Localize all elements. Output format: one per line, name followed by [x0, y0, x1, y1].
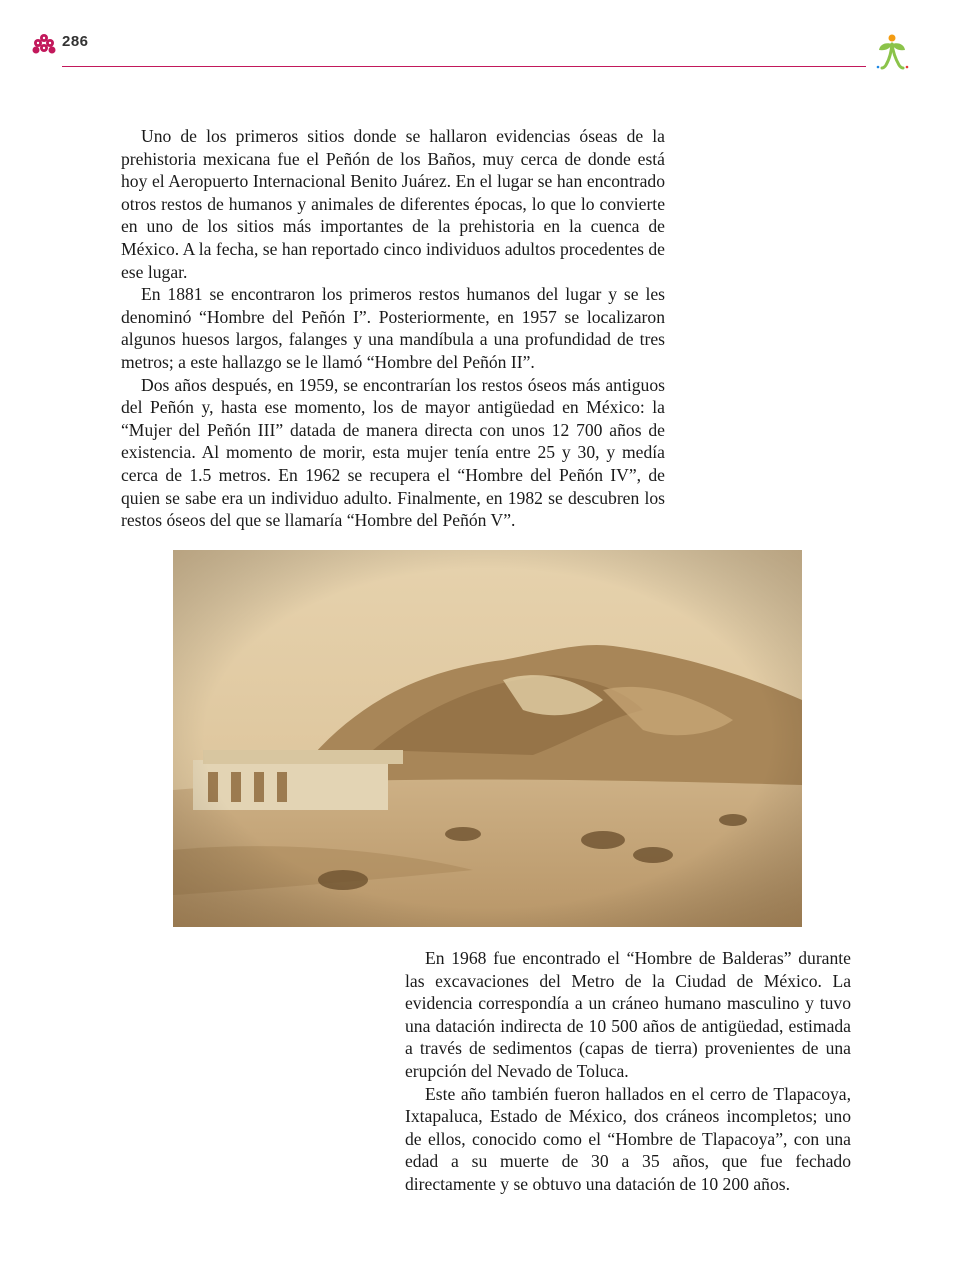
historical-photo-penon-de-los-banos — [173, 550, 802, 927]
body-text-bottom — [405, 947, 851, 1196]
paragraph: Uno de los primeros sitios donde se hallaron evidencias óseas de la prehistoria mexicana fue el Peñón de los Baños, muy cerca de donde está hoy el Aeropuerto Internacional Benito Juárez. En el lugar se han encontrado otros restos de humanos y animales de diferentes épocas, lo que lo convierte en uno de los sitios más importantes de la prehistoria en la cuenca de México. A la fecha, se han reportado cinco individuos adultos procedentes de ese lugar. — [121, 126, 665, 282]
body-text-top — [121, 125, 665, 532]
header-divider — [62, 66, 866, 67]
flower-ornament-icon — [32, 33, 56, 55]
paragraph: Dos años después, en 1959, se encontrarían los restos óseos más antiguos del Peñón y, hasta ese momento, los de mayor antigüedad en México: la “Mujer del Peñón III” datada de manera directa con unos 12 700 años de existencia. Al momento de morir, esta mujer tenía entre 25 y 30, y medía cerca de 1.5 metros. En 1962 se recupera el “Hombre del Peñón IV”, de quien se sabe era un individuo adulto. Finalmente, en 1982 se descubren los restos óseos del que se llamaría “Hombre del Peñón V”. — [121, 374, 665, 531]
page-number: 286 — [62, 33, 89, 50]
paragraph: En 1881 se encontraron los primeros restos humanos del lugar y se les denominó “Hombre del Peñón I”. Posteriormente, en 1957 se localizaron algunos huesos largos, falanges y una mandíbula a una profundidad de tres metros; a este hallazgo se le llamó “Hombre del Peñón II”. — [121, 284, 665, 372]
sprout-logo-icon — [872, 32, 912, 72]
paragraph: En 1968 fue encontrado el “Hombre de Balderas” durante las excavaciones del Metro de la Ciudad de México. La evidencia correspondía a un cráneo humano masculino y tuvo una datación indirecta de 10 500 años de antigüedad, estimada a través de sedimentos (capas de tierra) provenientes de una erupción del Nevado de Toluca. — [405, 948, 851, 1081]
paragraph: Este año también fueron hallados en el cerro de Tlapacoya, Ixtapaluca, Estado de México, dos cráneos incompletos; uno de ellos, conocido como el “Hombre de Tlapacoya”, con una edad a su muerte de 30 a 35 años, que fue fechado directamente y se obtuvo una datación de 10 200 años. — [405, 1083, 851, 1194]
